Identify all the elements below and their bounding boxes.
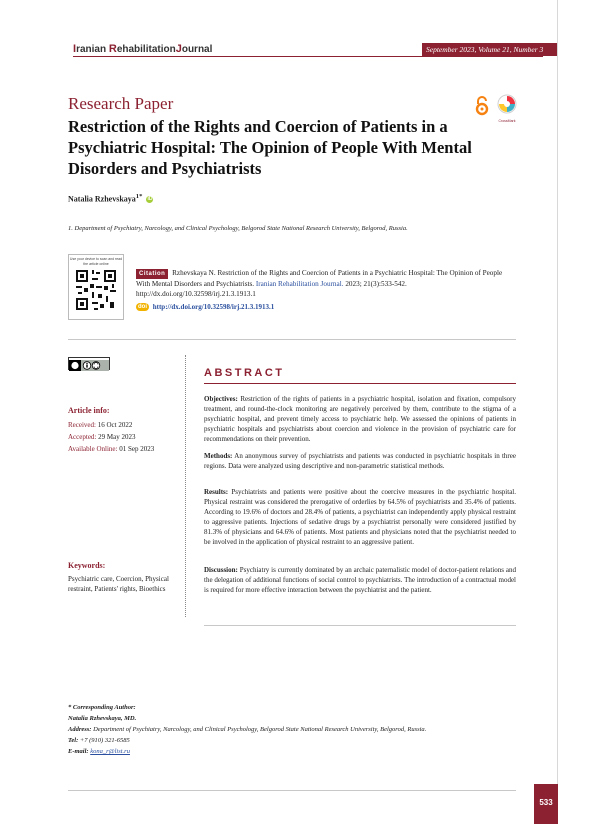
- qr-code-box: [68, 254, 124, 320]
- creative-commons-badge[interactable]: [68, 357, 110, 370]
- journal-word: ehabilitation: [116, 44, 176, 55]
- received-value: 16 Oct 2022: [97, 421, 133, 429]
- orcid-icon[interactable]: iD: [147, 196, 153, 203]
- discussion-text: Psychiatry is currently dominated by an archaic paternalistic model of doctor-patient relations and the delegation of additional functions of social control to psychiatrists. The introduction of a contractual model is required for more effective interaction between the psychiatrist and the patient.: [204, 566, 517, 594]
- journal-initial: I: [73, 43, 77, 55]
- results-text: Psychiatrists and patients were positive about the coercive measures in the psychiatric hospital. Physical restraint was considered the prerogative of orderlies by 64.5% of psychiatrists and 35.4% of patients. According to 19.6% of doctors and 28.4% of patients, a psychiatrist can independently apply physical restraint to aggressive patients. Injections of sedative drugs by a psychiatrist personally were considered justified by 81.3% of physicians and 64.6% of patients. Most patients and physicians noted that the psychiatrist needed to be involved in the application of physical restraint to an aggressive patient.: [204, 488, 517, 546]
- article-info-title: Article info:: [68, 406, 110, 415]
- journal-initial: R: [108, 43, 117, 55]
- journal-word: ournal: [181, 44, 213, 55]
- paper-title: Restriction of the Rights and Coercion of Patients in a Psychiatric Hospital: The Opinion of People With Mental Disorders and Psychiatrists: [68, 117, 472, 178]
- citation-details: 2023; 21(3):533-542. http://dx.doi.org/10.32598/irj.21.3.1913.1: [136, 280, 407, 298]
- tel-label: Tel:: [68, 737, 79, 744]
- affiliation: 1. Department of Psychiatry, Narcology, and Clinical Psychology, Belgorod State National Research University, Belgorod, Russia.: [68, 225, 408, 232]
- doi-link[interactable]: http://dx.doi.org/10.32598/irj.21.3.1913.1: [152, 303, 275, 311]
- page-number: 533: [534, 784, 558, 824]
- citation-block: [136, 268, 514, 299]
- online-date: [68, 445, 154, 453]
- header-rule: [73, 56, 543, 57]
- email-label: E-mail:: [68, 748, 89, 755]
- corresponding-title: * Corresponding Author:: [68, 704, 136, 711]
- abstract-results: [204, 487, 516, 547]
- corresponding-name: Natalia Rzhevskaya, MD.: [68, 715, 137, 722]
- received-date: [68, 421, 132, 429]
- address-value: Department of Psychiatry, Narcology, and Clinical Psychology, Belgorod State National Research University, Belgorod, Russia.: [93, 726, 427, 733]
- journal-word: ranian: [76, 44, 109, 55]
- keywords-text: Psychiatric care, Coercion, Physical restraint, Patients' rights, Bioethics: [68, 575, 169, 593]
- abstract-objectives: [204, 394, 516, 444]
- author-name: Natalia Rzhevskaya: [68, 194, 136, 204]
- author-line: [68, 193, 153, 204]
- accepted-label: Accepted:: [68, 433, 97, 441]
- corresponding-tel: [68, 737, 130, 744]
- received-label: Received:: [68, 421, 96, 429]
- corresponding-address: [68, 726, 426, 733]
- methods-text: An anonymous survey of psychiatrists and patients was conducted in psychiatric hospitals in three regions. Data were analyzed using descriptive and non-parametric statistical methods.: [204, 452, 516, 470]
- column-divider: [185, 355, 186, 617]
- online-label: Available Online:: [68, 445, 118, 453]
- issue-badge: September 2023, Volume 21, Number 3: [422, 43, 558, 56]
- citation-badge: Citation: [136, 269, 168, 279]
- article-type: Research Paper: [68, 94, 174, 113]
- corresponding-email: [68, 748, 130, 755]
- footer-rule: [68, 790, 516, 791]
- results-label: Results:: [204, 488, 229, 496]
- objectives-label: Objectives:: [204, 395, 238, 403]
- journal-initial: J: [175, 43, 182, 55]
- page-edge-line: [557, 0, 558, 824]
- doi-icon: doi: [138, 304, 147, 311]
- abstract-discussion: [204, 565, 516, 595]
- accepted-value: 29 May 2023: [98, 433, 136, 441]
- online-value: 01 Sep 2023: [119, 445, 155, 453]
- journal-title: [73, 43, 212, 55]
- crossmark-label: CrossMark: [498, 119, 516, 123]
- section-divider: [68, 339, 516, 340]
- objectives-text: Restriction of the rights of patients in a psychiatric hospital, isolation and fixation, compulsory treatment, and round-the-clock monitoring are negatively perceived by them, contribute to the stigma of a psychiatric hospital, and prevent timely access to psychiatric help. We assessed the opinions of patients in psychiatric hospitals and psychiatrists about coercion and violence in the provision of psychiatric care for recommendations on their prevention.: [204, 395, 517, 443]
- abstract-rule: [204, 383, 516, 384]
- crossmark-icon[interactable]: [496, 94, 518, 123]
- tel-value: +7 (910) 321-6585: [79, 737, 130, 744]
- abstract-methods: [204, 451, 516, 471]
- citation-journal: Iranian Rehabilitation Journal.: [255, 280, 344, 288]
- methods-label: Methods:: [204, 452, 233, 460]
- abstract-bottom-rule: [204, 625, 516, 626]
- accepted-date: [68, 433, 135, 441]
- qr-code-icon: [74, 268, 118, 312]
- author-mark: 1*: [135, 193, 143, 200]
- doi-line: [136, 303, 274, 311]
- citation-text: Rzhevskaya N. Restriction of the Rights and Coercion of Patients in a Psychiatric Hospital: The Opinion of People With Mental Disorders and Psychiatrists.: [136, 269, 503, 288]
- discussion-label: Discussion:: [204, 566, 238, 574]
- qr-caption: Use your device to scan and read the article online: [69, 257, 123, 266]
- keywords-title: Keywords:: [68, 561, 106, 570]
- abstract-heading: ABSTRACT: [204, 367, 285, 379]
- address-label: Address:: [68, 726, 92, 733]
- email-link[interactable]: kona_r@list.ru: [90, 748, 130, 755]
